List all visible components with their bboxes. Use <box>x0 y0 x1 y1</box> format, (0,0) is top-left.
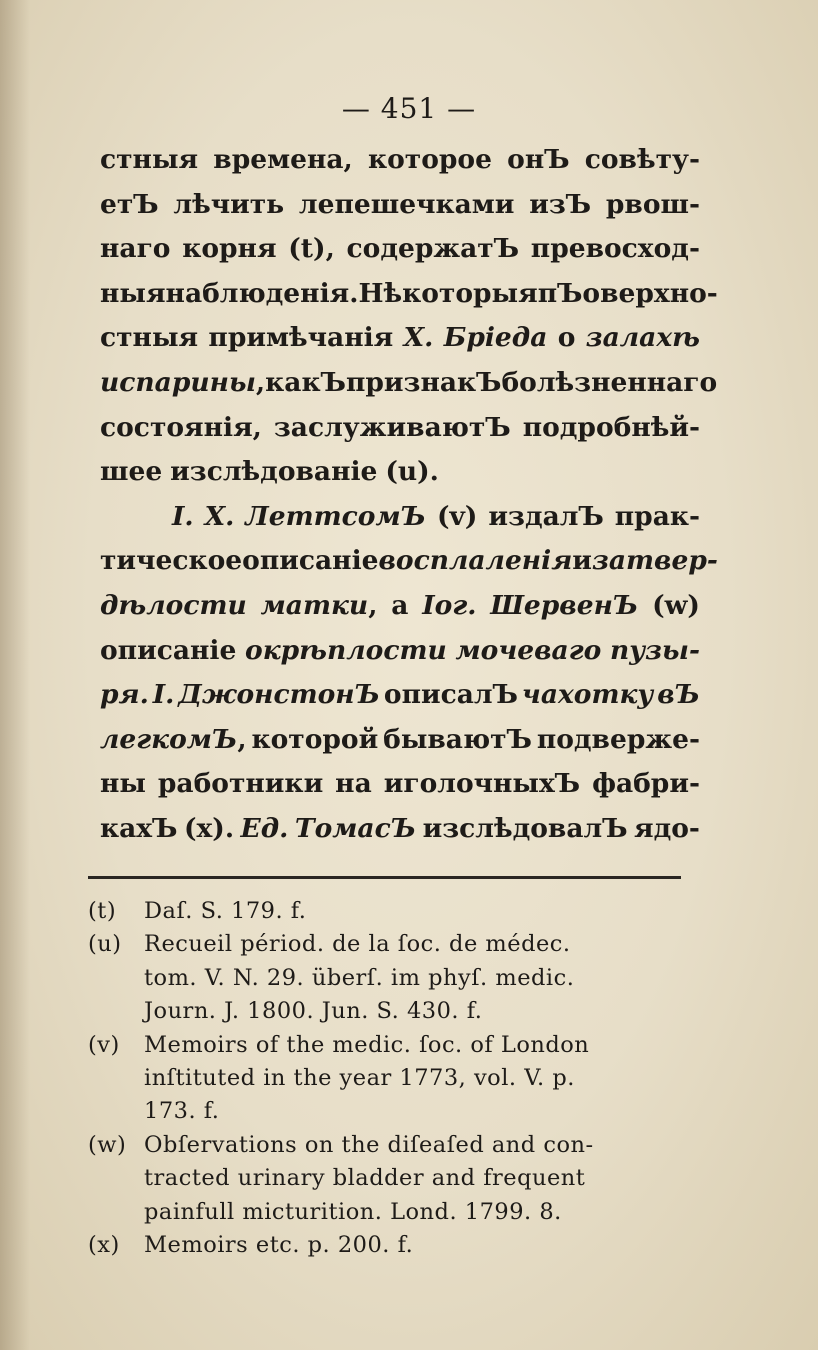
italic-text: Ед. <box>240 812 289 844</box>
word <box>592 762 700 807</box>
word <box>572 539 592 584</box>
footnote <box>88 928 698 1028</box>
italic-text: дѣлости <box>100 589 247 621</box>
text: иголочныхЪ <box>383 768 581 800</box>
word <box>288 227 335 272</box>
word <box>586 316 700 361</box>
footnotes <box>88 895 698 1262</box>
word <box>100 361 265 406</box>
italic-text: ШервенЪ <box>490 589 639 621</box>
word <box>208 316 393 361</box>
word <box>529 183 591 228</box>
word <box>100 272 166 317</box>
word <box>423 807 628 852</box>
text: лѣчить <box>173 188 285 220</box>
word <box>100 539 242 584</box>
word <box>166 272 359 317</box>
text: признакЪ <box>345 366 502 398</box>
text: о <box>557 322 576 354</box>
text: описалЪ <box>383 679 518 711</box>
footnote-mark: (v) <box>88 1031 120 1058</box>
word <box>245 495 426 540</box>
word <box>507 138 569 183</box>
word <box>384 762 580 807</box>
text-line <box>100 183 700 228</box>
text: состоянія, <box>100 411 262 443</box>
word <box>158 762 323 807</box>
word <box>173 183 284 228</box>
text: (x). <box>183 812 235 844</box>
text-line <box>100 406 700 451</box>
italic-text: испарины <box>100 366 256 398</box>
word <box>100 718 247 763</box>
text: (u). <box>385 456 439 488</box>
word <box>335 762 372 807</box>
italic-text: залахѣ <box>585 322 700 354</box>
text: описаніе <box>100 634 237 666</box>
word <box>241 807 289 852</box>
footnote-mark: (t) <box>88 898 117 924</box>
word <box>606 183 700 228</box>
footnote-text: Memoirs etc. p. 200. f. <box>144 1232 414 1259</box>
word <box>182 227 276 272</box>
word <box>385 450 439 495</box>
word <box>585 138 700 183</box>
italic-text: мочеваго <box>455 634 602 666</box>
word <box>172 495 194 540</box>
footnote-text: Recueil périod. de la ſoc. de médec. tom. V. N. 29. überſ. im phyſ. medic. Journ. J. 1800. Jun. S. 430. f. <box>144 931 575 1025</box>
italic-text: вЪ <box>657 679 700 711</box>
italic-text: матки <box>260 589 369 621</box>
text: подробнѣй- <box>522 411 700 443</box>
footnote <box>88 1129 698 1229</box>
text-line <box>100 718 700 763</box>
page-number: — 451 — <box>341 92 477 125</box>
text-line <box>100 629 700 674</box>
italic-text: восплаленія <box>378 545 573 577</box>
word <box>245 629 447 674</box>
word <box>592 539 718 584</box>
text: наблюденія. <box>165 277 359 309</box>
text: а <box>391 589 409 621</box>
word <box>379 539 573 584</box>
text: етЪ <box>100 188 159 220</box>
word <box>615 495 700 540</box>
footnote-text: Memoirs of the medic. ſoc. of London inſtituted in the year 1773, vol. V. p. 173. f. <box>144 1031 590 1125</box>
word <box>444 316 548 361</box>
word <box>347 227 520 272</box>
footnote-text: Daſ. S. 179. f. <box>144 898 307 924</box>
text: и <box>572 545 592 577</box>
word <box>490 584 638 629</box>
text: совѣту- <box>584 144 700 175</box>
text: подверже- <box>536 723 700 755</box>
italic-text: ря. <box>100 679 149 711</box>
word <box>384 673 518 718</box>
word <box>100 316 198 361</box>
text: НѣкоторыяпЪоверхно- <box>358 277 718 309</box>
word <box>100 183 159 228</box>
text: (v) <box>436 500 478 532</box>
word <box>657 673 700 718</box>
text: ядо- <box>634 812 700 844</box>
word <box>358 272 717 317</box>
word <box>422 584 476 629</box>
word <box>100 807 177 852</box>
word <box>437 495 477 540</box>
word <box>488 495 603 540</box>
footnote-mark: (u) <box>88 931 122 958</box>
text: изЪ <box>529 188 592 220</box>
word <box>153 673 175 718</box>
text: прак- <box>614 500 700 532</box>
italic-text: Іог. <box>422 589 477 621</box>
italic-text: І. <box>172 500 194 532</box>
footnote <box>88 1029 698 1129</box>
italic-text: окрѣплости <box>245 634 447 666</box>
word <box>391 584 408 629</box>
word <box>652 584 700 629</box>
text: заслуживаютЪ <box>273 411 511 443</box>
word <box>100 406 262 451</box>
italic-text: Х. <box>204 500 235 532</box>
text: ныя <box>100 277 166 309</box>
word <box>251 718 378 763</box>
text-line <box>100 673 700 718</box>
word <box>265 361 346 406</box>
word <box>100 450 162 495</box>
text: примѣчанія <box>208 322 394 354</box>
text: работники <box>157 768 324 800</box>
text: описаніе <box>242 545 379 577</box>
word <box>100 227 170 272</box>
word <box>522 673 653 718</box>
text: какЪ <box>265 366 346 398</box>
word <box>537 718 700 763</box>
text: которой <box>251 723 379 755</box>
text: издалЪ <box>488 500 604 532</box>
footnote-rule <box>88 876 681 879</box>
text: (w) <box>652 589 700 621</box>
word <box>213 138 352 183</box>
italic-text: пузы- <box>610 634 700 666</box>
word <box>558 316 576 361</box>
italic-text: легкомЪ <box>100 723 238 755</box>
main-text <box>100 138 718 852</box>
text-line <box>100 138 700 183</box>
text: , <box>368 589 378 621</box>
text-line <box>100 807 700 852</box>
word <box>242 539 378 584</box>
footnote <box>88 895 698 928</box>
text-line <box>100 450 700 495</box>
word <box>100 138 198 183</box>
text: тическое <box>100 545 243 577</box>
word <box>100 673 149 718</box>
italic-text: ЛеттсомЪ <box>245 500 427 532</box>
text: содержатЪ <box>346 233 520 265</box>
page-gutter-shadow <box>0 0 30 1350</box>
text: превосход- <box>530 233 700 265</box>
text: ны <box>100 768 146 800</box>
text: которое <box>367 144 492 175</box>
text-line <box>100 762 700 807</box>
text: (t), <box>288 233 335 265</box>
footnote-text: Obſervations on the diſeaſed and con- tracted urinary bladder and frequent painfull micturition. Lond. 1799. 8. <box>144 1131 594 1225</box>
italic-text: І. <box>152 679 175 711</box>
word <box>531 227 700 272</box>
text: , <box>255 366 266 398</box>
text-line <box>100 539 718 584</box>
word <box>610 629 700 674</box>
word <box>404 316 434 361</box>
word <box>634 807 700 852</box>
text: онЪ <box>507 144 570 175</box>
word <box>295 807 416 852</box>
text: кахЪ <box>100 812 178 844</box>
word <box>274 406 511 451</box>
word <box>502 361 718 406</box>
word <box>178 673 380 718</box>
text: наго <box>100 233 171 265</box>
word <box>299 183 515 228</box>
word <box>100 584 247 629</box>
text: корня <box>182 233 277 265</box>
word <box>184 807 234 852</box>
word <box>368 138 492 183</box>
text: на <box>335 768 372 800</box>
word <box>100 629 236 674</box>
text: , <box>237 723 247 755</box>
text: стныя <box>100 322 199 354</box>
text-line <box>100 272 718 317</box>
italic-text: затвер- <box>591 545 718 577</box>
text-line <box>100 361 718 406</box>
text: болѣзненнаго <box>501 366 718 398</box>
word <box>346 361 502 406</box>
text-line <box>100 495 700 540</box>
text: изслѣдованіе <box>170 456 378 488</box>
text: фабри- <box>592 768 700 800</box>
word <box>100 762 146 807</box>
text-line <box>100 316 700 361</box>
word <box>261 584 378 629</box>
text: лепешечками <box>298 188 515 220</box>
text-line <box>100 227 700 272</box>
text: бываютЪ <box>383 723 532 755</box>
text: изслѣдовалЪ <box>422 812 628 844</box>
word <box>455 629 601 674</box>
text: рвош- <box>605 188 700 220</box>
italic-text: чахотку <box>521 679 654 711</box>
word <box>383 718 532 763</box>
italic-text: Бріеда <box>443 322 548 354</box>
footnote-mark: (x) <box>88 1232 120 1259</box>
footnote <box>88 1229 698 1262</box>
word <box>170 450 377 495</box>
text-line <box>100 584 700 629</box>
italic-text: ТомасЪ <box>294 812 417 844</box>
italic-text: Х. <box>403 322 434 354</box>
text: стныя <box>100 144 199 175</box>
word <box>205 495 235 540</box>
footnote-mark: (w) <box>88 1131 127 1158</box>
text: шее <box>100 456 163 488</box>
word <box>523 406 700 451</box>
italic-text: ДжонстонЪ <box>178 679 380 711</box>
text: времена, <box>213 144 353 175</box>
